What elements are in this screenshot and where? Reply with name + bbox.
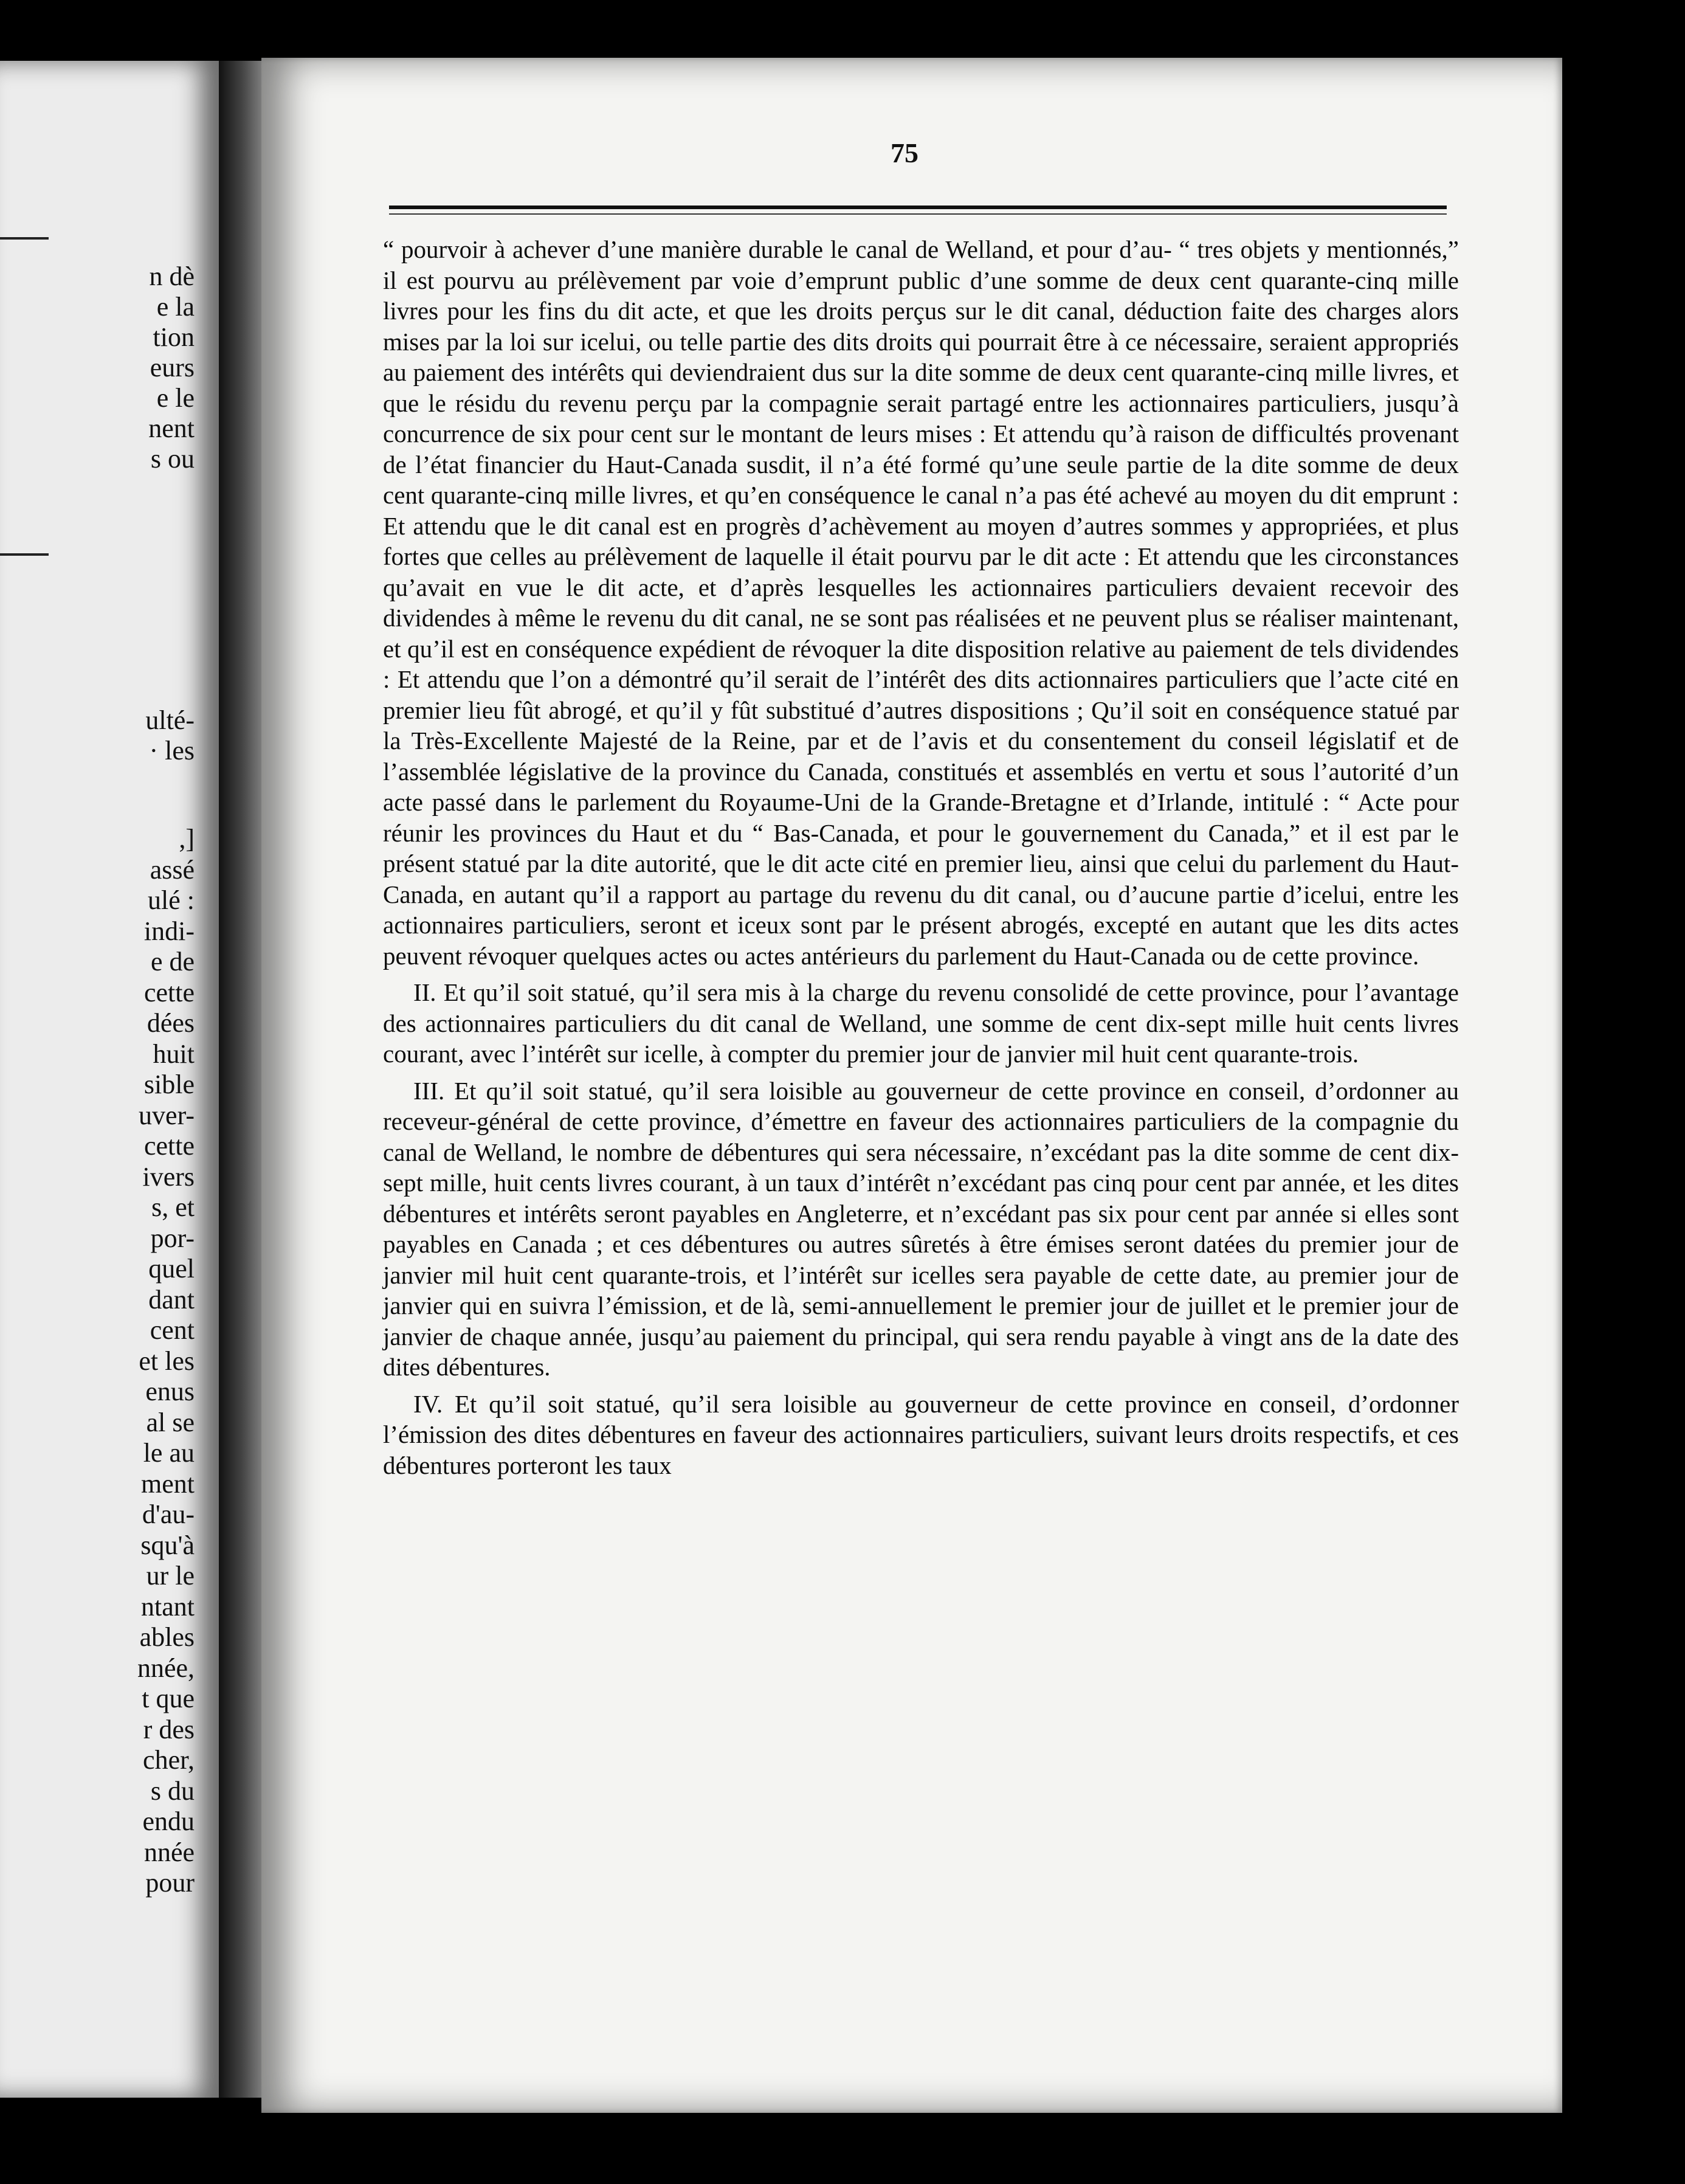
left-page-fragment: ur le [146, 1561, 195, 1591]
left-page-fragment: squ'à [140, 1530, 195, 1560]
left-page-fragment: quel [148, 1254, 195, 1284]
paragraph-preamble: “ pourvoir à achever d’une manière durable le canal de Welland, et pour d’au- “ tres objets y mentionnés,” il est pourvu au prélèvement par voie d’emprunt public d’une somme de deux cent quarante-cinq mille livres pour les fins du dit acte, et que les droits perçus sur le dit canal, déduction faite des charges alors mises par la loi sur icelui, ou telle partie des dits droits qui pourrait être à ce nécessaire, seraient appropriés au paiement des intérêts qui deviendraient dus sur la dite somme de deux cent quarante-cinq mille livres, et que le résidu du revenu perçu par la compagnie serait partagé entre les actionnaires particuliers, jusqu’à concurrence de six pour cent sur le montant de leurs mises : Et attendu qu’à raison de difficultés provenant de l’état financier du Haut-Canada susdit, il n’a été formé qu’une seule partie de la dite somme de deux cent quarante-cinq mille livres, et qu’en conséquence le canal n’a pas été achevé au moyen du dit emprunt : Et attendu que le dit canal est en progrès d’achèvement au moyen d’autres sommes y appropriées, et plus fortes que celles au prélèvement de laquelle il était pourvu par le dit acte : Et attendu que les circonstances qu’avait en vue le dit acte, et d’après lesquelles les actionnaires particuliers devaient recevoir des dividendes à même le revenu du dit canal, ne se sont pas réalisées et ne peuvent plus se réaliser maintenant, et qu’il est en conséquence expédient de révoquer la dite disposition relative au paiement de tels dividendes : Et attendu que l’on a démontré qu’il serait de l’intérêt des dits actionnaires particuliers que l’acte cité en premier lieu fût abrogé, et qu’il y fût substitué d’autres dispositions ; Qu’il soit en conséquence statué par la Très-Excellente Majesté de la Reine, par et de l’avis et du consentement du conseil législatif et de l’assemblée législative de la province du Canada, constitués et assemblés en vertu et sous l’autorité d’un acte passé dans le parlement du Royaume-Uni de la Grande-Bretagne et d’Irlande, intitulé : “ Acte pour réunir les provinces du Haut et du “ Bas-Canada, et pour le gouvernement du Canada,” et il est par le présent statué par la dite autorité, que le dit acte cité en premier lieu, ainsi que celui du parlement du Haut-Canada, en autant qu’il a rapport au partage du revenu du dit canal, ou d’aucune partie d’icelui, entre les actionnaires particuliers, seront et iceux sont par le présent abrogés, excepté en autant que les dits actes peuvent révoquer quelques actes ou actes antérieurs du parlement du Haut-Canada ou de cette province. [383, 235, 1459, 970]
left-page-fragment: n dè [149, 261, 195, 291]
left-page-fragment: nnée [143, 1837, 195, 1867]
book-page [261, 58, 1562, 2113]
left-page-rule [0, 237, 49, 240]
left-page-fragment: sible [143, 1070, 195, 1099]
left-page-fragment: dées [146, 1008, 195, 1038]
left-page-fragment: e la [156, 292, 195, 322]
body-text [383, 234, 1459, 1481]
left-facing-page [0, 61, 219, 2098]
left-page-fragment: por- [150, 1223, 195, 1253]
left-page-fragment: · les [149, 736, 195, 765]
left-page-fragment: e de [150, 947, 195, 976]
left-page-fragment: t que [142, 1684, 195, 1713]
left-page-fragment: cent [150, 1315, 195, 1345]
paragraph-section-3: III. Et qu’il soit statué, qu’il sera loisible au gouverneur de cette province en conseil, d’ordonner au receveur-général de cette province, d’émettre en faveur des actionnaires particuliers de la compagnie du canal de Welland, le nombre de débentures qui sera nécessaire, n’excédant pas la dite somme de cent dix-sept mille, huit cents livres courant, à un taux d’intérêt n’excédant pas cinq pour cent par année, et les dites débentures et intérêts seront payables en Angleterre, et n’excédant pas six pour cent par année si elles sont payables en Canada ; et ces débentures ou autres sûretés à être émises seront datées du premier jour de janvier mil huit cent quarante-trois, et l’intérêt sur icelles sera payable de cette date, au premier jour de janvier qui en suivra l’émission, et de là, semi-annuellement le premier jour de juillet et le premier jour de janvier de chaque année, jusqu’au paiement du principal, qui sera rendu payable à vingt ans de la date des dites débentures. [383, 1076, 1459, 1381]
header-rule-thin [389, 213, 1447, 215]
left-page-rule [0, 553, 49, 556]
left-page-fragment: huit [153, 1038, 195, 1069]
paragraph-section-4: IV. Et qu’il soit statué, qu’il sera loisible au gouverneur de cette province en conseil, d’ordonner l’émission des dites débentures en faveur des actionnaires particuliers, suivant leurs droits respectifs, et ces débentures porteront les taux [383, 1389, 1459, 1479]
left-page-fragment: s du [150, 1775, 195, 1806]
left-page-fragment: nent [148, 413, 195, 443]
left-page-fragment: cette [143, 1131, 195, 1161]
page-number: 75 [891, 137, 918, 168]
left-page-fragment: et les [139, 1346, 195, 1376]
left-page-fragment: ulté- [145, 705, 195, 735]
left-page-fragment: eurs [150, 353, 195, 382]
left-page-fragment: ,] [179, 824, 195, 854]
left-page-fragment: enus [145, 1377, 195, 1406]
header-rule [389, 206, 1447, 209]
left-page-fragment: dant [148, 1284, 195, 1315]
left-page-fragment: e le [156, 383, 195, 413]
paragraph-section-2: II. Et qu’il soit statué, qu’il sera mis à la charge du revenu consolidé de cette province, pour l’avantage des actionnaires particuliers du dit canal de Welland, une somme de cent dix-sept mille huit cents livres courant, avec l’intérêt sur icelle, à compter du premier jour de janvier mil huit cent quarante-trois. [383, 978, 1459, 1068]
left-page-fragment: r des [143, 1714, 195, 1744]
left-page-fragment: pour [145, 1868, 195, 1898]
left-page-fragment: s ou [150, 444, 195, 474]
left-page-fragment: ntant [141, 1591, 195, 1622]
left-page-fragment: cette [143, 977, 195, 1007]
left-page-fragment: tion [153, 322, 195, 352]
left-page-fragment: s, et [151, 1192, 195, 1222]
left-page-fragment: ivers [142, 1161, 195, 1192]
left-page-fragment: nnée, [137, 1653, 195, 1683]
left-page-fragment: indi- [143, 916, 195, 946]
left-page-fragment: ment [141, 1468, 195, 1499]
left-page-fragment: ables [139, 1622, 195, 1652]
left-page-fragment: assé [150, 854, 195, 885]
left-page-fragment: le au [143, 1438, 195, 1468]
left-page-fragment: al se [146, 1407, 195, 1437]
left-page-fragment: d'au- [142, 1499, 195, 1529]
left-page-fragment: cher, [143, 1745, 195, 1775]
left-page-fragment: endu [142, 1806, 195, 1836]
left-page-fragment: ulé : [148, 885, 195, 915]
left-page-fragment: uver- [139, 1100, 195, 1130]
